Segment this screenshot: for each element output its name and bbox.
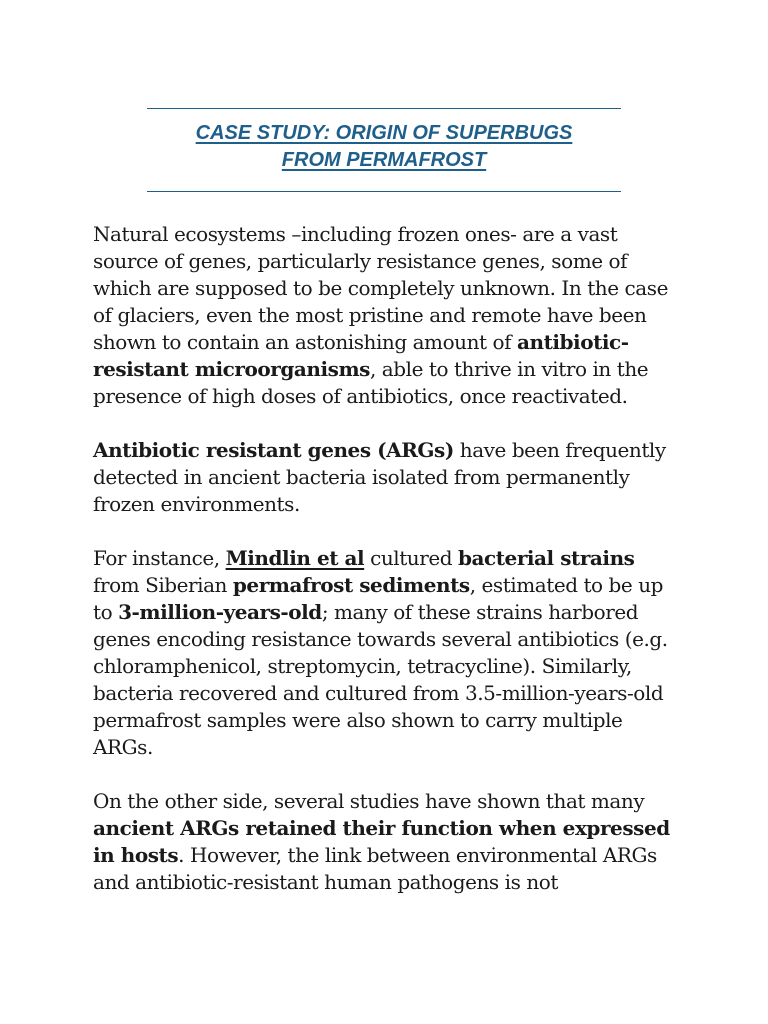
paragraph-args	[93, 437, 683, 518]
text-segment: Natural ecosystems –including frozen ones- are a vast source of genes, particularly resistance genes, some of which are supposed to be completely unknown. In the case of glaciers, even the most pristine and remote have been shown to contain an astonishing amount of	[93, 222, 668, 354]
paragraph-mindlin	[93, 545, 683, 761]
text-segment: , estimated to be up to	[93, 573, 663, 624]
title-line-1: CASE STUDY: ORIGIN OF SUPERBUGS	[195, 122, 573, 144]
citation-link[interactable]	[226, 546, 365, 570]
document-body	[93, 221, 683, 923]
bold-term: Antibiotic resistant genes (ARGs)	[93, 438, 454, 462]
text-segment: For instance,	[93, 546, 226, 570]
paragraph-ecosystems	[93, 221, 683, 410]
text-segment: , able to thrive in vitro in the presence of high doses of antibiotics, once reactivated.	[93, 357, 649, 408]
citation-text: Mindlin et al	[225, 546, 365, 570]
bold-term: permafrost sediments	[232, 573, 470, 597]
text-segment: cultured	[364, 546, 458, 570]
page-title	[147, 120, 621, 174]
title-top-rule	[147, 108, 621, 109]
bold-term: ancient ARGs retained their function when expressed in hosts	[93, 816, 670, 867]
text-segment: ; many of these strains harbored genes encoding resistance towards several antibiotics (e.g. chloramphenicol, streptomycin, tetracycline). Similarly, bacteria recovered and cultured from 3.5-million-years-old permafrost samples were also shown to carry multiple ARGs.	[93, 600, 668, 759]
text-segment: have been frequently detected in ancient bacteria isolated from permanently frozen environments.	[93, 438, 666, 516]
title-bottom-rule	[147, 191, 621, 192]
bold-term: 3-million-years-old	[118, 600, 322, 624]
text-segment: On the other side, several studies have shown that many	[93, 789, 645, 813]
title-line-2: FROM PERMAFROST	[281, 149, 487, 171]
bold-term: bacterial strains	[457, 546, 635, 570]
text-segment: from Siberian	[93, 573, 233, 597]
text-segment: . However, the link between environmental ARGs and antibiotic-resistant human pathogens is not	[93, 843, 657, 894]
bold-term: antibiotic-resistant microorganisms	[93, 330, 629, 381]
paragraph-other-side	[93, 788, 683, 896]
